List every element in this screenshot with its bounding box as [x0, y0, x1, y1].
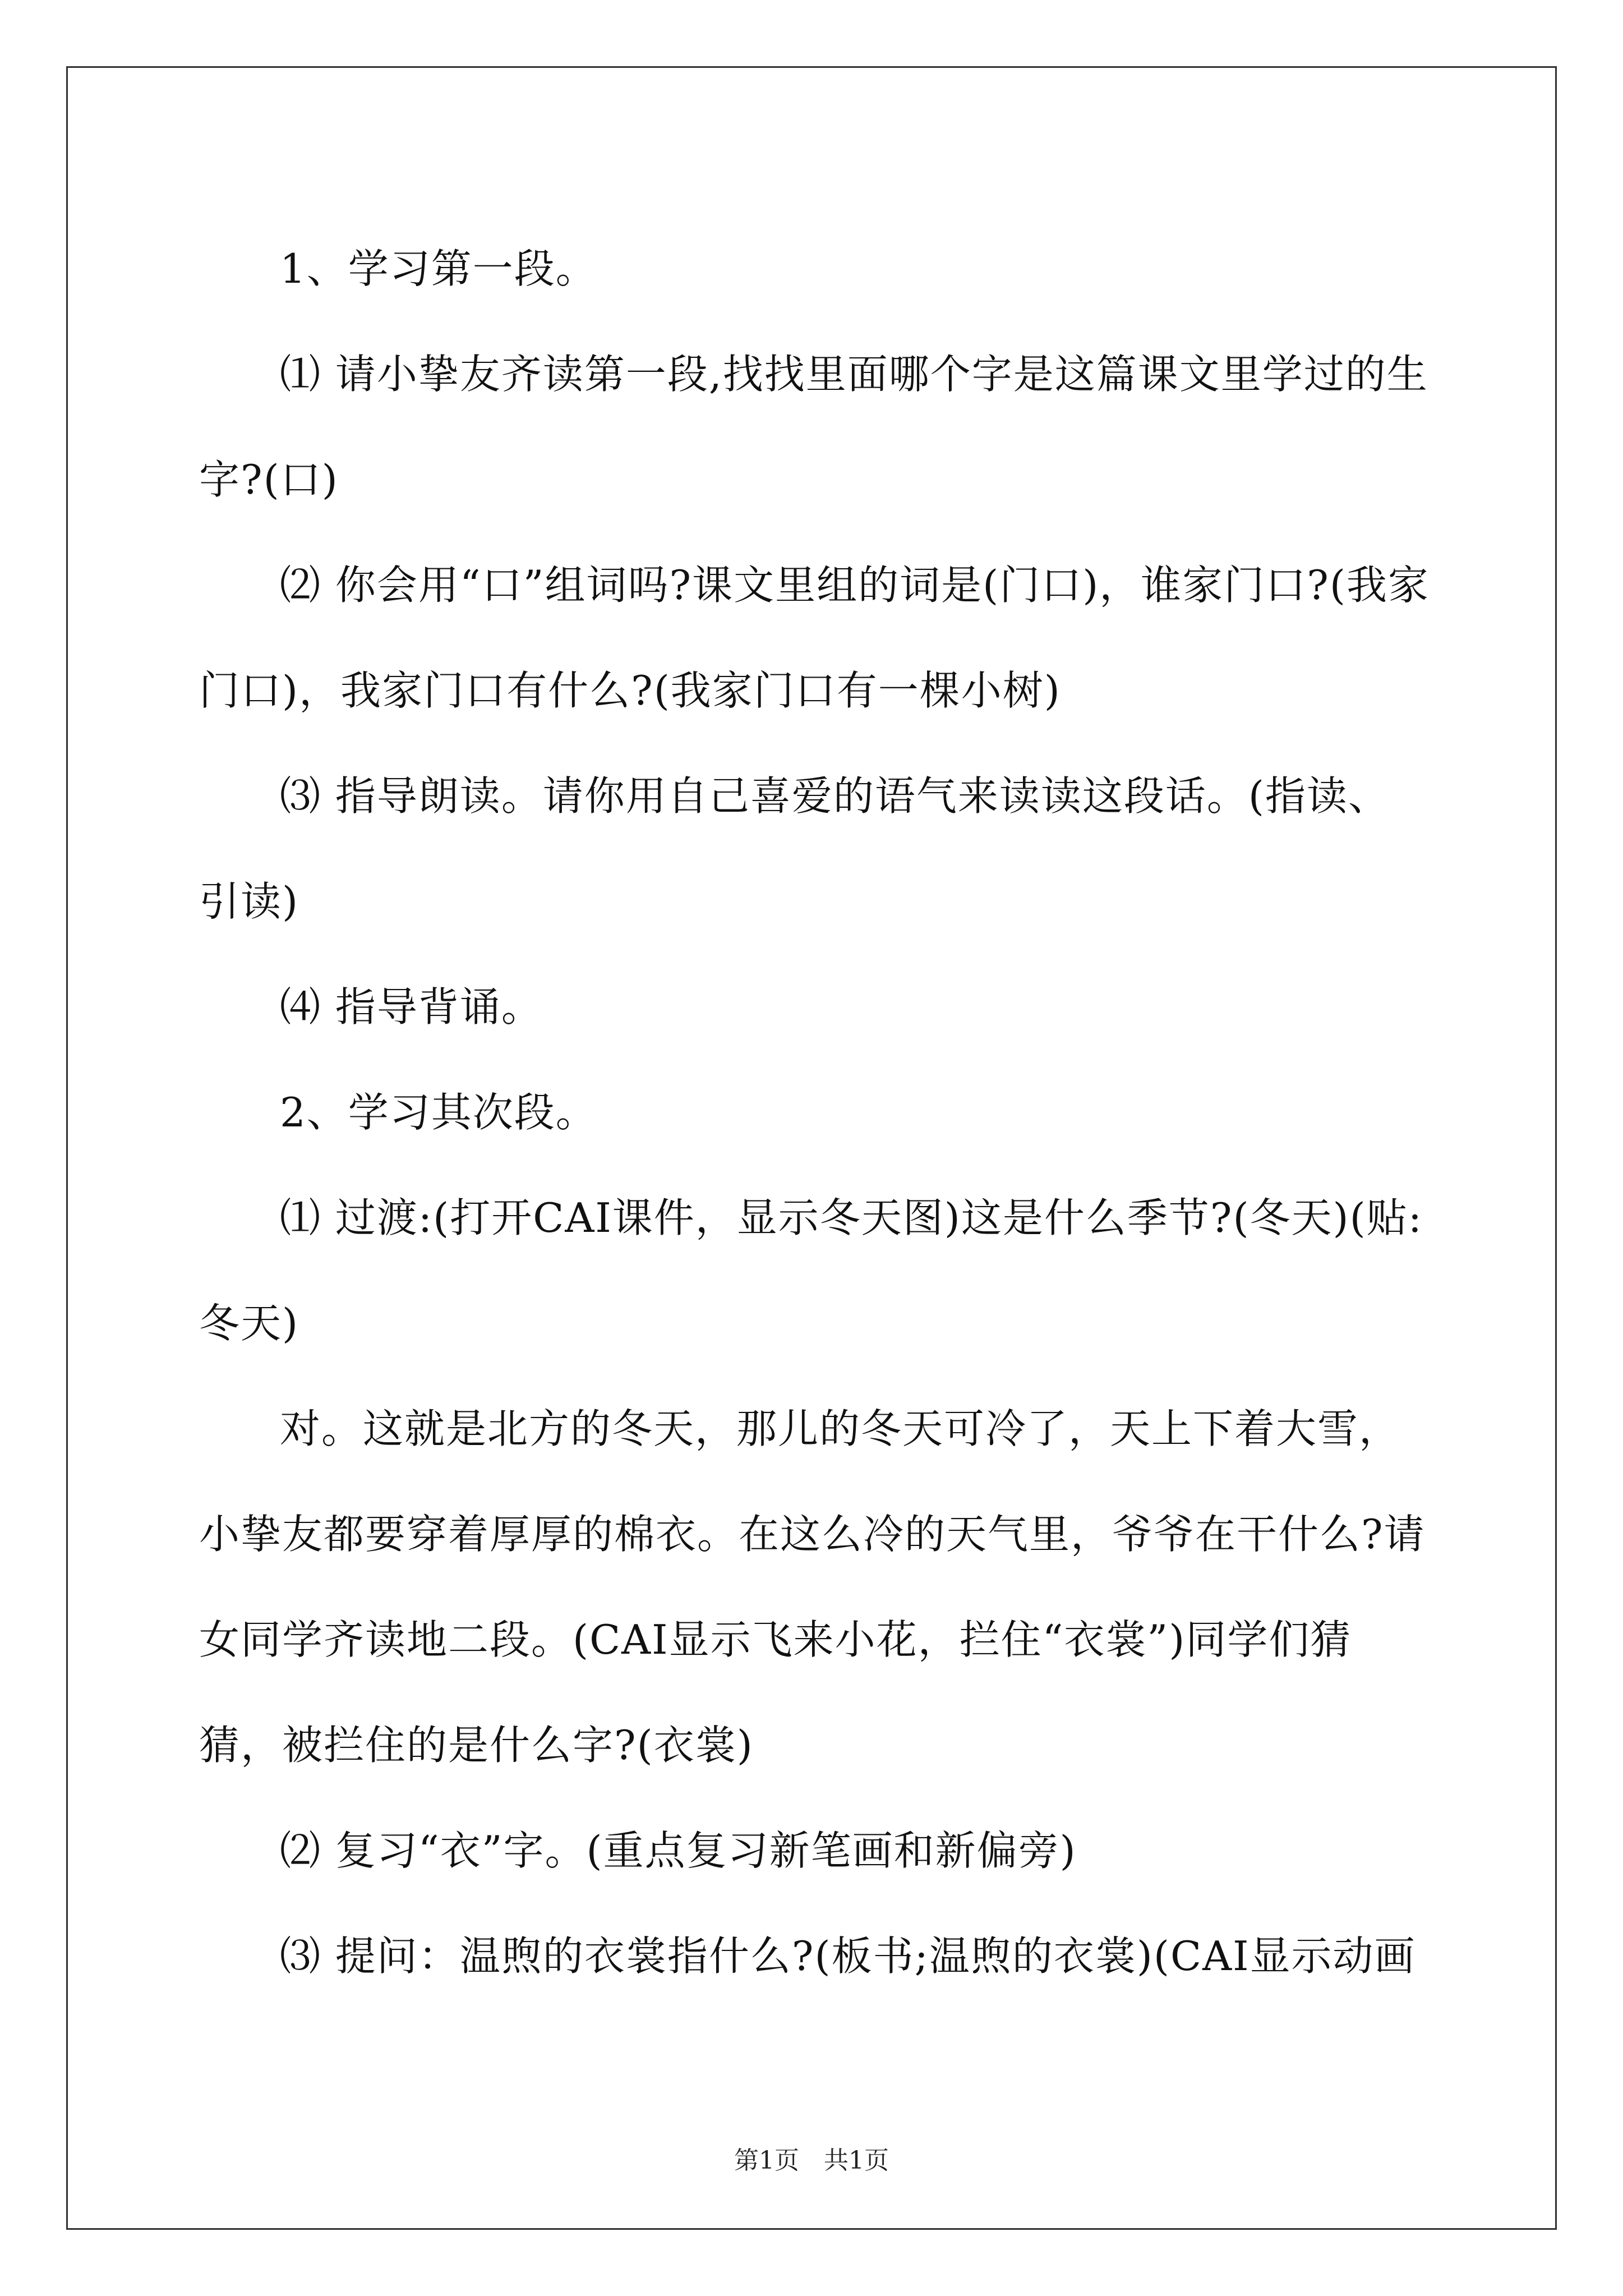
- paragraph-5: ⑷ 指导背诵。: [280, 983, 543, 1030]
- paragraph-7: ⑴ 过渡:(打开CAI课件，显示冬天图)这是什么季节?(冬天)(贴:冬天): [199, 1194, 1423, 1347]
- paragraph-4: ⑶ 指导朗读。请你用自己喜爱的语气来读读这段话。(指读、引读): [199, 772, 1390, 925]
- paragraph-9: ⑵ 复习“衣”字。(重点复习新笔画和新偏旁): [280, 1827, 1077, 1874]
- page-footer: 第1页 共1页: [734, 2146, 889, 2175]
- paragraph-8: 对。这就是北方的冬天，那儿的冬天可冷了，天上下着大雪，小挚友都要穿着厚厚的棉衣。在这么冷的天气里，爷爷在干什么?请女同学齐读地二段。(CAI显示飞来小花，拦住“衣裳”)同学们猜猜，被拦住的是什么字?(衣裳): [199, 1405, 1426, 1769]
- paragraph-1: 1、学习第一段。: [280, 245, 597, 292]
- paragraph-6: 2、学习其次段。: [280, 1089, 597, 1136]
- paragraph-3: ⑵ 你会用“口”组词吗?课文里组的词是(门口)，谁家门口?(我家门口)，我家门口有什么?(我家门口有一棵小树): [199, 562, 1430, 714]
- document-body: [199, 216, 1430, 2009]
- paragraph-10: ⑶ 提问：温煦的衣裳指什么?(板书;温煦的衣裳)(CAI显示动画: [280, 1932, 1416, 1980]
- paragraph-2: ⑴ 请小挚友齐读第一段,找找里面哪个字是这篇课文里学过的生字?(口): [199, 351, 1428, 503]
